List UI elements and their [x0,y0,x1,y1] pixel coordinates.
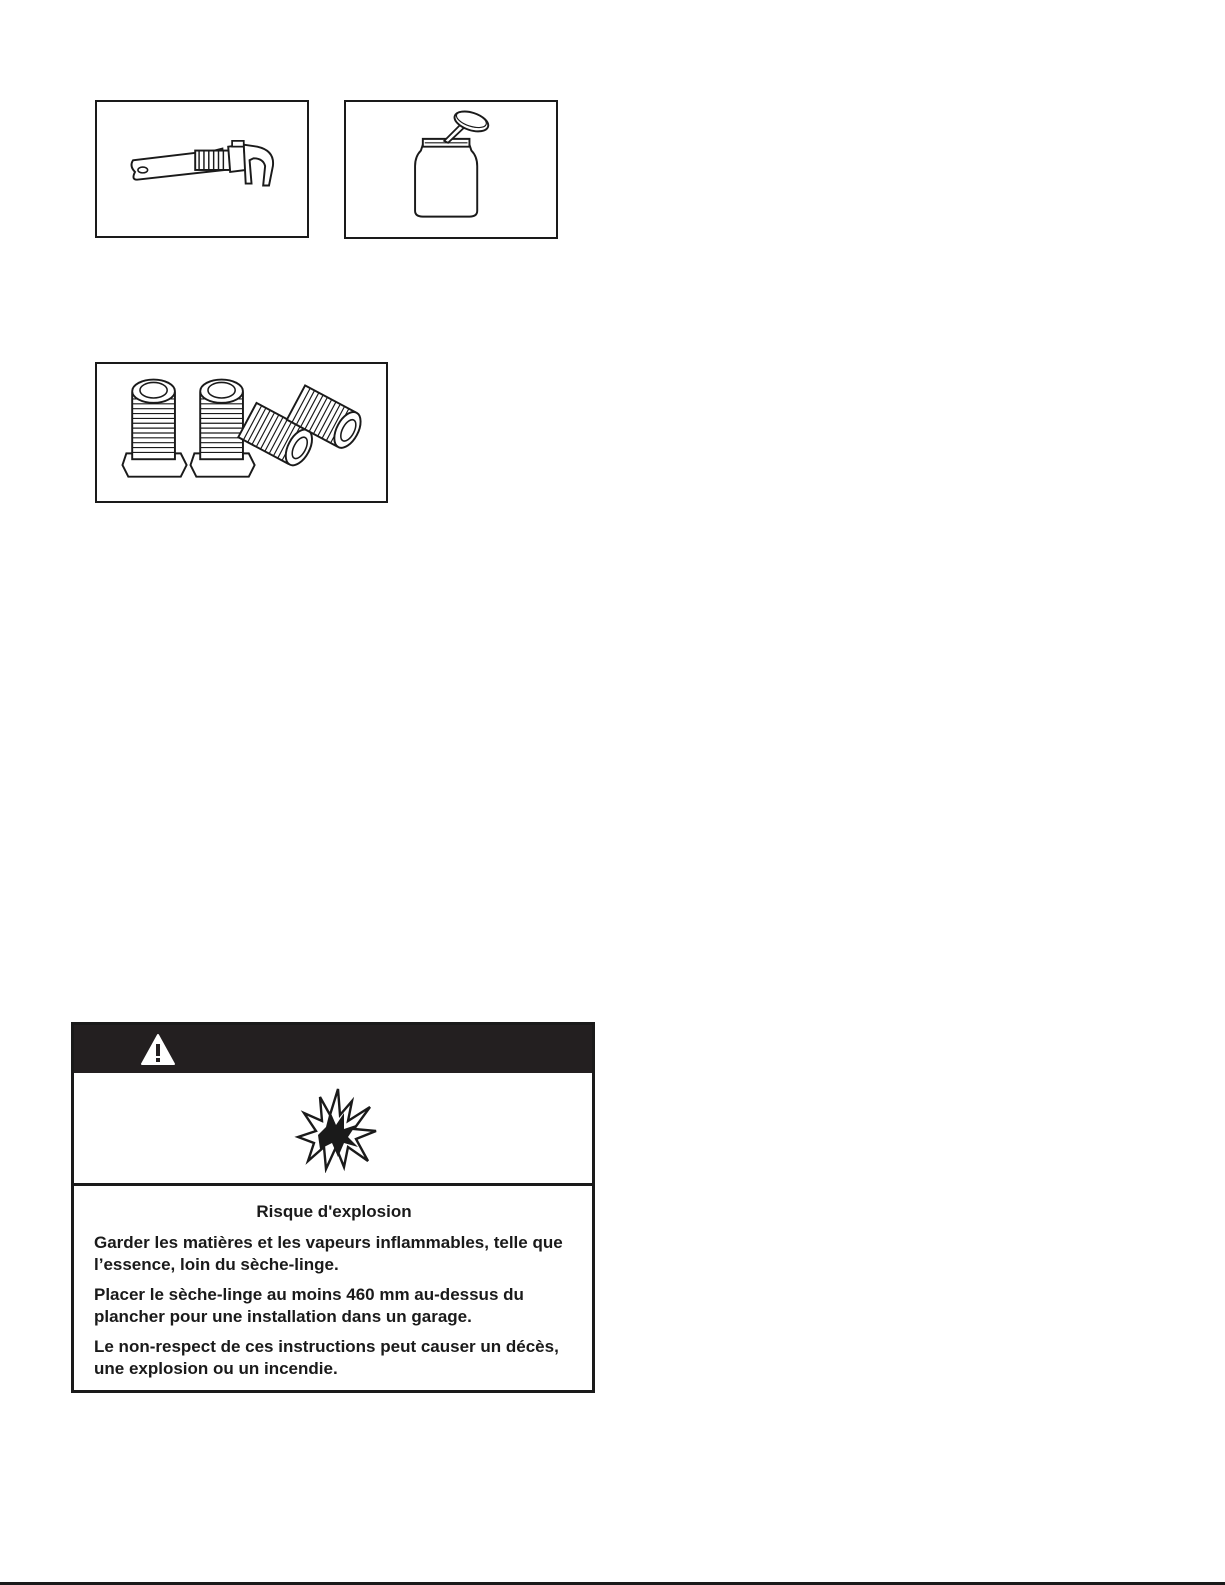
warning-paragraph-garage-height: Placer le sèche-linge au moins 460 mm au-dessus du plancher pour une installation dans un garage. [94,1285,524,1326]
explosion-warning-box [71,1022,595,1393]
warning-triangle-icon [140,1033,176,1067]
leveling-legs-icon [97,364,386,501]
explosion-icon [290,1083,380,1173]
warning-symbol-panel [74,1073,592,1186]
pipe-wrench-illustration [95,100,309,238]
pipe-compound-jar-illustration [344,100,558,239]
warning-text-panel [74,1186,592,1388]
leveling-legs-illustration [95,362,388,503]
pipe-wrench-icon [97,102,307,236]
warning-paragraph-consequences: Le non-respect de ces instructions peut causer un décès, une explosion ou un incendie. [94,1337,559,1378]
warning-paragraph-flammables: Garder les matières et les vapeurs inflammables, telle que l’essence, loin du sèche-linge. [94,1233,563,1274]
warning-title: Risque d'explosion [256,1202,412,1221]
pipe-compound-jar-icon [346,102,556,237]
warning-header [74,1025,592,1073]
